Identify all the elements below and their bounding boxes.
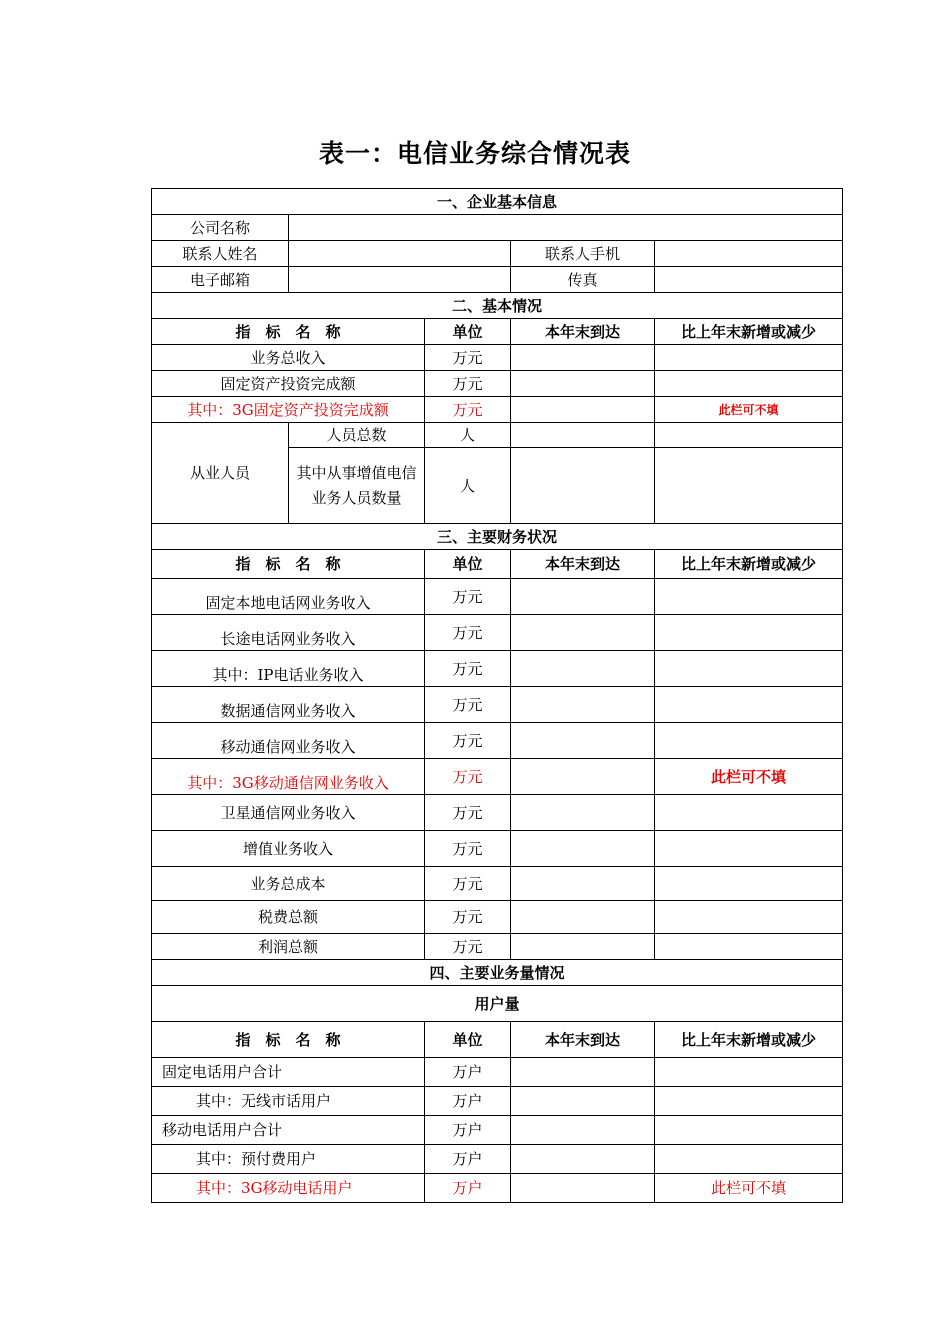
- row-label: 税费总额: [152, 901, 425, 934]
- row-change-field[interactable]: [655, 867, 843, 901]
- staff-vas-label: 其中从事增值电信业务人员数量: [289, 448, 425, 524]
- row-unit: 万元: [425, 345, 511, 371]
- row-unit: 万户: [425, 1087, 511, 1116]
- row-current-field[interactable]: [511, 723, 655, 759]
- row-current-field[interactable]: [511, 1058, 655, 1087]
- row-label: 其中：预付费用户: [152, 1145, 425, 1174]
- header-unit: 单位: [425, 550, 511, 579]
- row-label: 其中：无线市话用户: [152, 1087, 425, 1116]
- row-change-field[interactable]: [655, 579, 843, 615]
- row-unit: 万户: [425, 1145, 511, 1174]
- staff-vas-change-field[interactable]: [655, 448, 843, 524]
- row-change-field[interactable]: [655, 371, 843, 397]
- row-current-field[interactable]: [511, 1087, 655, 1116]
- header-unit: 单位: [425, 1022, 511, 1058]
- row-change-field[interactable]: [655, 615, 843, 651]
- row-unit: 万元: [425, 397, 511, 423]
- row-unit: 万户: [425, 1058, 511, 1087]
- row-current-field[interactable]: [511, 831, 655, 867]
- row-unit: 万元: [425, 723, 511, 759]
- row-label: 长途电话网业务收入: [152, 615, 425, 651]
- telecom-report-table: [151, 188, 843, 1203]
- contact-phone-label: 联系人手机: [511, 241, 655, 267]
- section4-heading: 四、主要业务量情况: [152, 960, 843, 986]
- row-label: 其中：3G固定资产投资完成额: [152, 397, 425, 423]
- header-unit: 单位: [425, 319, 511, 345]
- row-label: 利润总额: [152, 934, 425, 960]
- row-change-field[interactable]: [655, 934, 843, 960]
- row-unit: 万户: [425, 1174, 511, 1203]
- row-change-field[interactable]: [655, 1087, 843, 1116]
- section4-subheading: 用户量: [152, 986, 843, 1022]
- section3-heading: 三、主要财务状况: [152, 524, 843, 550]
- row-unit: 万元: [425, 651, 511, 687]
- section2-heading: 二、基本情况: [152, 293, 843, 319]
- row-current-field[interactable]: [511, 759, 655, 795]
- row-unit: 万元: [425, 934, 511, 960]
- row-unit: 万元: [425, 371, 511, 397]
- row-unit: 万元: [425, 615, 511, 651]
- staff-vas-current-field[interactable]: [511, 448, 655, 524]
- row-label: 固定本地电话网业务收入: [152, 579, 425, 615]
- row-label: 固定电话用户合计: [152, 1058, 425, 1087]
- header-current: 本年末到达: [511, 319, 655, 345]
- header-change: 比上年末新增或减少: [655, 550, 843, 579]
- row-current-field[interactable]: [511, 867, 655, 901]
- row-unit: 万元: [425, 867, 511, 901]
- row-change-field[interactable]: [655, 651, 843, 687]
- row-current-field[interactable]: [511, 579, 655, 615]
- row-change-field[interactable]: [655, 687, 843, 723]
- staff-label: 从业人员: [152, 423, 289, 524]
- row-unit: 万元: [425, 831, 511, 867]
- row-label: 业务总收入: [152, 345, 425, 371]
- header-indicator: 指 标 名 称: [152, 1022, 425, 1058]
- email-field[interactable]: [289, 267, 511, 293]
- row-label: 数据通信网业务收入: [152, 687, 425, 723]
- row-label: 业务总成本: [152, 867, 425, 901]
- optional-note: 此栏可不填: [655, 397, 843, 423]
- contact-name-label: 联系人姓名: [152, 241, 289, 267]
- row-unit: 万元: [425, 687, 511, 723]
- company-name-label: 公司名称: [152, 215, 289, 241]
- row-change-field[interactable]: [655, 723, 843, 759]
- row-change-field[interactable]: [655, 831, 843, 867]
- staff-total-change-field[interactable]: [655, 423, 843, 448]
- email-label: 电子邮箱: [152, 267, 289, 293]
- row-change-field[interactable]: [655, 1116, 843, 1145]
- row-unit: 万元: [425, 759, 511, 795]
- row-label: 移动电话用户合计: [152, 1116, 425, 1145]
- row-current-field[interactable]: [511, 1174, 655, 1203]
- row-label: 其中：3G移动通信网业务收入: [152, 759, 425, 795]
- staff-total-unit: 人: [425, 423, 511, 448]
- contact-phone-field[interactable]: [655, 241, 843, 267]
- row-label: 增值业务收入: [152, 831, 425, 867]
- header-current: 本年末到达: [511, 1022, 655, 1058]
- row-change-field[interactable]: [655, 1145, 843, 1174]
- row-current-field[interactable]: [511, 651, 655, 687]
- row-current-field[interactable]: [511, 397, 655, 423]
- header-change: 比上年末新增或减少: [655, 319, 843, 345]
- row-label: 移动通信网业务收入: [152, 723, 425, 759]
- section1-heading: 一、企业基本信息: [152, 189, 843, 215]
- row-label: 其中：IP电话业务收入: [152, 651, 425, 687]
- row-unit: 万户: [425, 1116, 511, 1145]
- optional-note: 此栏可不填: [655, 1174, 843, 1203]
- header-current: 本年末到达: [511, 550, 655, 579]
- optional-note: 此栏可不填: [655, 759, 843, 795]
- row-current-field[interactable]: [511, 901, 655, 934]
- staff-vas-unit: 人: [425, 448, 511, 524]
- row-label: 卫星通信网业务收入: [152, 795, 425, 831]
- row-change-field[interactable]: [655, 1058, 843, 1087]
- row-current-field[interactable]: [511, 795, 655, 831]
- contact-name-field[interactable]: [289, 241, 511, 267]
- row-current-field[interactable]: [511, 371, 655, 397]
- staff-total-label: 人员总数: [289, 423, 425, 448]
- page-title: 表一：电信业务综合情况表: [318, 139, 631, 168]
- company-name-field[interactable]: [289, 215, 843, 241]
- row-current-field[interactable]: [511, 345, 655, 371]
- row-unit: 万元: [425, 901, 511, 934]
- fax-label: 传真: [511, 267, 655, 293]
- row-current-field[interactable]: [511, 934, 655, 960]
- row-change-field[interactable]: [655, 345, 843, 371]
- row-label: 其中：3G移动电话用户: [152, 1174, 425, 1203]
- header-indicator: 指 标 名 称: [152, 319, 425, 345]
- row-current-field[interactable]: [511, 687, 655, 723]
- row-current-field[interactable]: [511, 1145, 655, 1174]
- fax-field[interactable]: [655, 267, 843, 293]
- row-change-field[interactable]: [655, 901, 843, 934]
- row-unit: 万元: [425, 795, 511, 831]
- row-label: 固定资产投资完成额: [152, 371, 425, 397]
- header-change: 比上年末新增或减少: [655, 1022, 843, 1058]
- row-unit: 万元: [425, 579, 511, 615]
- row-current-field[interactable]: [511, 1116, 655, 1145]
- row-current-field[interactable]: [511, 615, 655, 651]
- header-indicator: 指 标 名 称: [152, 550, 425, 579]
- staff-total-current-field[interactable]: [511, 423, 655, 448]
- row-change-field[interactable]: [655, 795, 843, 831]
